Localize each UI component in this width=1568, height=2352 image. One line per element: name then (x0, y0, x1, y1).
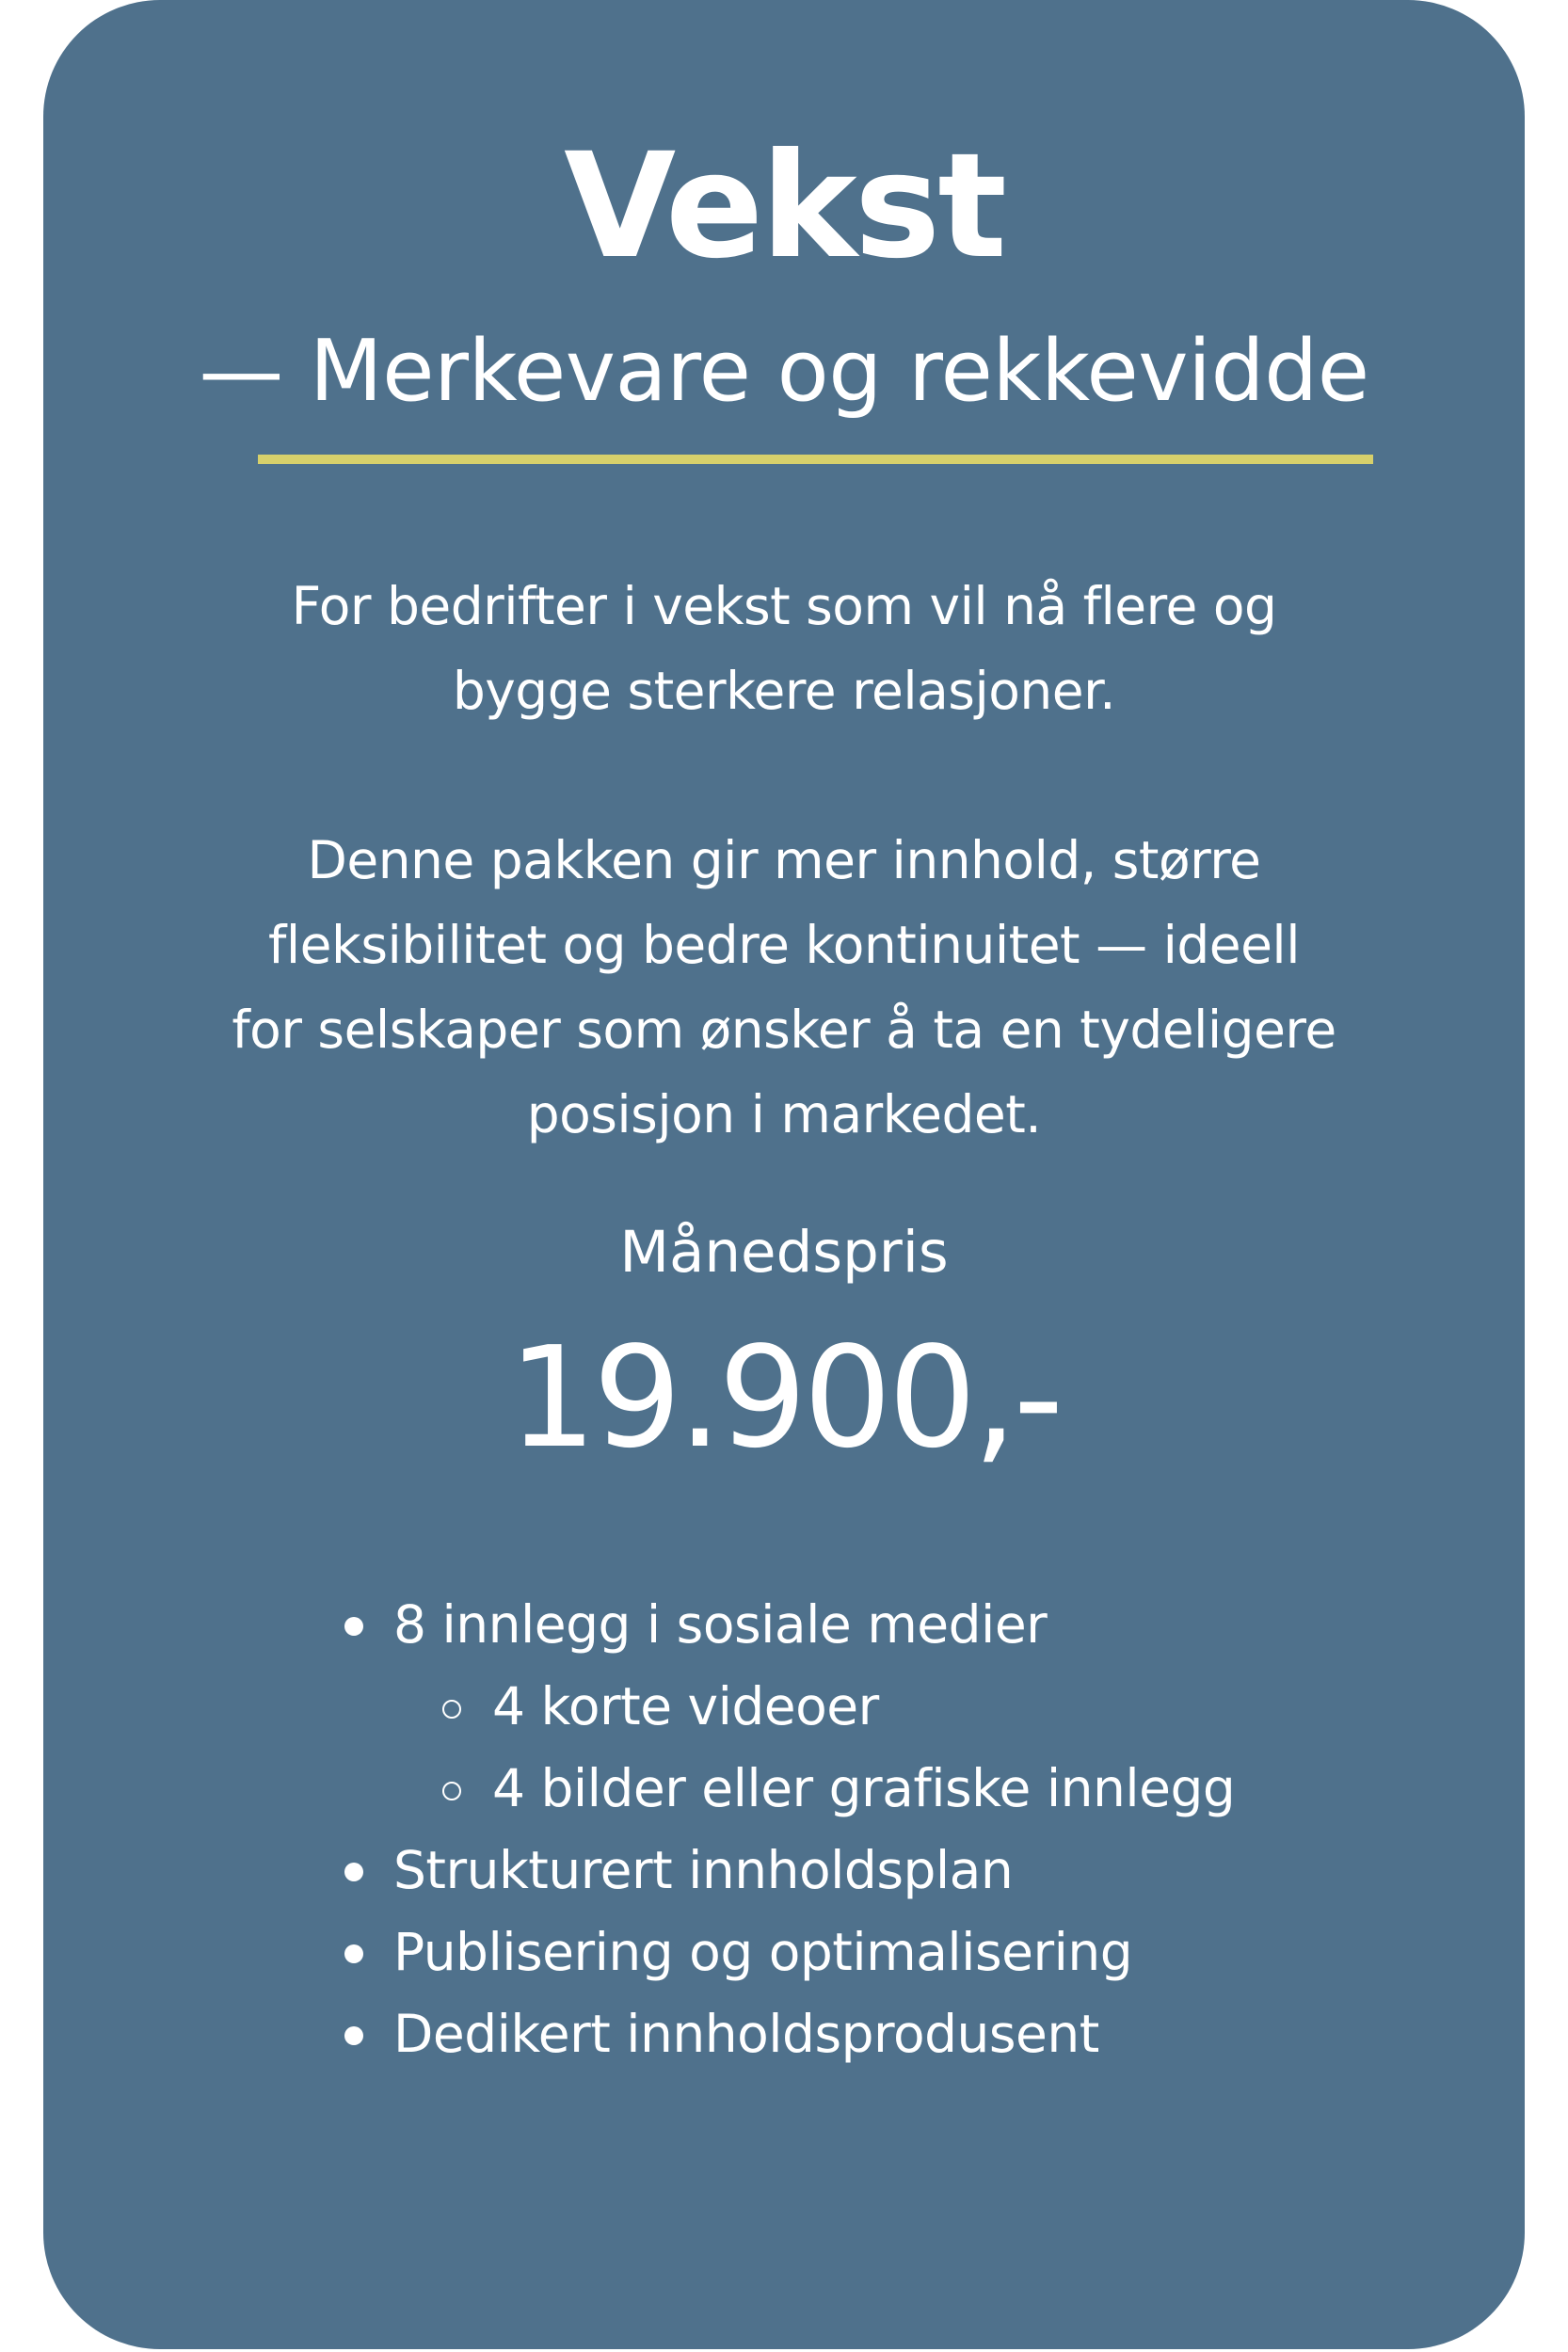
feature-subitem (43, 1666, 1525, 1748)
package-subtitle: — Merkevare og rekkevidde (199, 322, 1369, 421)
accent-underline (258, 455, 1373, 464)
pricing-card-vekst (43, 0, 1525, 2349)
intro-line: For bedrifter i vekst som vil nå flere og (291, 576, 1277, 636)
bullet-icon (344, 1944, 363, 1963)
bullet-icon (344, 1617, 363, 1636)
feature-text: 4 bilder eller grafiske innlegg (492, 1758, 1236, 1818)
description-line: fleksibilitet og bedre kontinuitet — ideell (267, 915, 1300, 975)
feature-item (43, 1912, 1525, 1993)
bullet-icon (344, 1863, 363, 1881)
circle-bullet-icon (442, 1700, 461, 1719)
description-line: posisjon i markedet. (526, 1084, 1042, 1144)
feature-text: Strukturert innholdsplan (393, 1840, 1014, 1900)
feature-text: 4 korte videoer (492, 1676, 879, 1736)
feature-item (43, 1830, 1525, 1912)
feature-item (43, 1584, 1525, 1666)
package-title: Vekst (564, 122, 1004, 291)
description-line: Denne pakken gir mer innhold, større (307, 830, 1261, 890)
feature-item (43, 1993, 1525, 2075)
price-value: 19.900,- (507, 1317, 1061, 1479)
description-text (43, 818, 1525, 1157)
intro-text (43, 564, 1525, 733)
feature-subitem (43, 1748, 1525, 1830)
intro-line: bygge sterkere relasjoner. (452, 661, 1116, 721)
description-line: for selskaper som ønsker å ta en tydeligere (232, 1000, 1336, 1060)
bullet-icon (344, 2026, 363, 2045)
feature-text: Publisering og optimalisering (393, 1922, 1133, 1982)
feature-list (43, 1584, 1525, 2075)
feature-text: 8 innlegg i sosiale medier (393, 1594, 1048, 1655)
price-label: Månedspris (619, 1219, 949, 1286)
circle-bullet-icon (442, 1782, 461, 1800)
feature-text: Dedikert innholdsprodusent (393, 2004, 1099, 2064)
